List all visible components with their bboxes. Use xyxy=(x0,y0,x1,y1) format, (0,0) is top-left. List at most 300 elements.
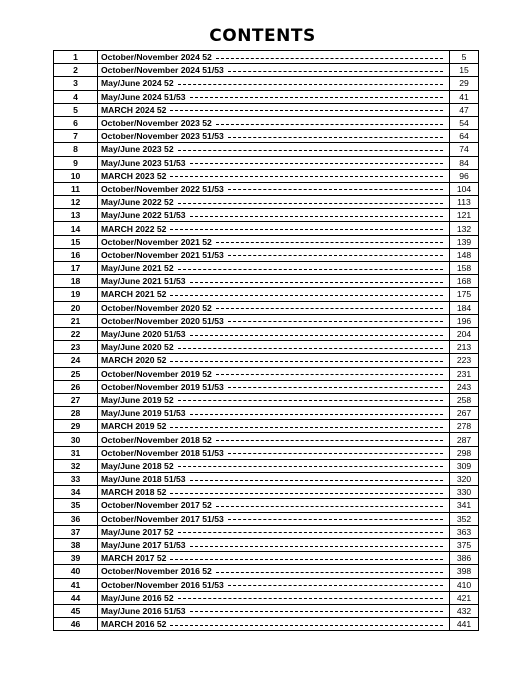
page-number: 386 xyxy=(450,552,479,565)
table-row[interactable] xyxy=(54,420,479,433)
row-number: 7 xyxy=(54,130,98,143)
entry-cell[interactable] xyxy=(98,446,450,459)
entry-content xyxy=(101,605,449,617)
table-row[interactable] xyxy=(54,196,479,209)
entry-title[interactable]: October/November 2018 51/53 xyxy=(101,447,224,458)
entry-title[interactable]: October/November 2017 51/53 xyxy=(101,513,224,524)
entry-title[interactable]: May/June 2022 51/53 xyxy=(101,210,186,221)
table-row[interactable] xyxy=(54,130,479,143)
entry-title[interactable]: October/November 2023 52 xyxy=(101,118,212,129)
entry-content xyxy=(101,117,449,129)
page-number: 231 xyxy=(450,367,479,380)
page-number: 84 xyxy=(450,156,479,169)
entry-cell[interactable] xyxy=(98,196,450,209)
entry-title[interactable]: May/June 2022 52 xyxy=(101,197,174,208)
dotted-leader xyxy=(228,387,443,388)
entry-title[interactable]: May/June 2021 52 xyxy=(101,263,174,274)
table-row[interactable] xyxy=(54,248,479,261)
entry-content xyxy=(101,183,449,195)
page-number: 196 xyxy=(450,314,479,327)
dotted-leader xyxy=(190,282,443,283)
dotted-leader xyxy=(178,598,443,599)
entry-cell[interactable] xyxy=(98,459,450,472)
entry-cell[interactable] xyxy=(98,235,450,248)
dotted-leader xyxy=(170,427,443,428)
entry-cell[interactable] xyxy=(98,90,450,103)
entry-cell[interactable] xyxy=(98,262,450,275)
page-number: 432 xyxy=(450,604,479,617)
entry-title[interactable]: May/June 2023 52 xyxy=(101,144,174,155)
page-number: 352 xyxy=(450,512,479,525)
entry-cell[interactable] xyxy=(98,156,450,169)
entry-cell[interactable] xyxy=(98,525,450,538)
table-row[interactable] xyxy=(54,538,479,551)
dotted-leader xyxy=(228,519,443,520)
entry-title[interactable]: October/November 2016 52 xyxy=(101,566,212,577)
row-number: 9 xyxy=(54,156,98,169)
entry-content xyxy=(101,302,449,314)
entry-title[interactable]: October/November 2018 52 xyxy=(101,434,212,445)
dotted-leader xyxy=(228,71,443,72)
entry-content xyxy=(101,394,449,406)
entry-cell[interactable] xyxy=(98,288,450,301)
page-number: 320 xyxy=(450,473,479,486)
entry-cell[interactable] xyxy=(98,604,450,617)
entry-title[interactable]: May/June 2018 52 xyxy=(101,460,174,471)
entry-cell[interactable] xyxy=(98,499,450,512)
dotted-leader xyxy=(216,374,443,375)
table-row[interactable] xyxy=(54,314,479,327)
row-number: 39 xyxy=(54,552,98,565)
table-row[interactable] xyxy=(54,565,479,578)
entry-content xyxy=(101,275,449,287)
entry-title[interactable]: October/November 2019 51/53 xyxy=(101,381,224,392)
page-number: 104 xyxy=(450,182,479,195)
table-row[interactable] xyxy=(54,327,479,340)
row-number: 17 xyxy=(54,262,98,275)
table-row[interactable] xyxy=(54,341,479,354)
page-number: 410 xyxy=(450,578,479,591)
entry-title[interactable]: May/June 2019 51/53 xyxy=(101,408,186,419)
entry-cell[interactable] xyxy=(98,433,450,446)
table-row[interactable] xyxy=(54,473,479,486)
entry-cell[interactable] xyxy=(98,301,450,314)
dotted-leader xyxy=(190,216,443,217)
table-row[interactable] xyxy=(54,486,479,499)
entry-content xyxy=(101,354,449,366)
dotted-leader xyxy=(178,269,443,270)
page-number: 398 xyxy=(450,565,479,578)
dotted-leader xyxy=(216,308,443,309)
entry-cell[interactable] xyxy=(98,618,450,631)
table-row[interactable] xyxy=(54,182,479,195)
entry-title[interactable]: October/November 2024 52 xyxy=(101,52,212,63)
row-number: 1 xyxy=(54,51,98,64)
table-row[interactable] xyxy=(54,262,479,275)
page-number: 158 xyxy=(450,262,479,275)
entry-title[interactable]: MARCH 2016 52 xyxy=(101,619,167,630)
entry-content xyxy=(101,407,449,419)
page-number: 168 xyxy=(450,275,479,288)
entry-title[interactable]: MARCH 2021 52 xyxy=(101,289,167,300)
entry-content xyxy=(101,539,449,551)
page-number: 5 xyxy=(450,51,479,64)
page-number: 375 xyxy=(450,538,479,551)
dotted-leader xyxy=(178,400,443,401)
row-number: 41 xyxy=(54,578,98,591)
entry-content xyxy=(101,341,449,353)
page-number: 267 xyxy=(450,407,479,420)
dotted-leader xyxy=(170,361,443,362)
entry-content xyxy=(101,143,449,155)
table-row[interactable] xyxy=(54,380,479,393)
row-number: 44 xyxy=(54,591,98,604)
table-row[interactable] xyxy=(54,578,479,591)
entry-content xyxy=(101,51,449,63)
entry-cell[interactable] xyxy=(98,51,450,64)
entry-content xyxy=(101,473,449,485)
contents-table-body xyxy=(54,51,479,631)
entry-title[interactable]: October/November 2021 52 xyxy=(101,236,212,247)
row-number: 4 xyxy=(54,90,98,103)
entry-content xyxy=(101,526,449,538)
entry-cell[interactable] xyxy=(98,209,450,222)
row-number: 34 xyxy=(54,486,98,499)
row-number: 20 xyxy=(54,301,98,314)
entry-content xyxy=(101,420,449,432)
row-number: 36 xyxy=(54,512,98,525)
entry-content xyxy=(101,328,449,340)
entry-cell[interactable] xyxy=(98,64,450,77)
row-number: 6 xyxy=(54,116,98,129)
page-number: 258 xyxy=(450,393,479,406)
dotted-leader xyxy=(228,585,443,586)
entry-content xyxy=(101,460,449,472)
table-row[interactable] xyxy=(54,169,479,182)
table-row[interactable] xyxy=(54,499,479,512)
row-number: 25 xyxy=(54,367,98,380)
table-row[interactable] xyxy=(54,288,479,301)
entry-cell[interactable] xyxy=(98,130,450,143)
row-number: 2 xyxy=(54,64,98,77)
entry-title[interactable]: May/June 2016 51/53 xyxy=(101,605,186,616)
contents-table xyxy=(53,50,479,631)
entry-cell[interactable] xyxy=(98,275,450,288)
table-row[interactable] xyxy=(54,77,479,90)
page-number: 243 xyxy=(450,380,479,393)
table-row[interactable] xyxy=(54,64,479,77)
row-number: 31 xyxy=(54,446,98,459)
table-row[interactable] xyxy=(54,591,479,604)
entry-title[interactable]: May/June 2020 52 xyxy=(101,342,174,353)
page-number: 309 xyxy=(450,459,479,472)
dotted-leader xyxy=(178,203,443,204)
entry-cell[interactable] xyxy=(98,327,450,340)
dotted-leader xyxy=(170,295,443,296)
entry-cell[interactable] xyxy=(98,354,450,367)
row-number: 35 xyxy=(54,499,98,512)
entry-title[interactable]: October/November 2021 51/53 xyxy=(101,249,224,260)
table-row[interactable] xyxy=(54,354,479,367)
dotted-leader xyxy=(178,532,443,533)
entry-cell[interactable] xyxy=(98,77,450,90)
dotted-leader xyxy=(190,163,443,164)
entry-cell[interactable] xyxy=(98,407,450,420)
row-number: 29 xyxy=(54,420,98,433)
row-number: 37 xyxy=(54,525,98,538)
row-number: 3 xyxy=(54,77,98,90)
entry-content xyxy=(101,196,449,208)
page-number: 113 xyxy=(450,196,479,209)
entry-cell[interactable] xyxy=(98,486,450,499)
entry-content xyxy=(101,170,449,182)
table-row[interactable] xyxy=(54,143,479,156)
entry-content xyxy=(101,288,449,300)
table-row[interactable] xyxy=(54,407,479,420)
table-row[interactable] xyxy=(54,459,479,472)
dotted-leader xyxy=(178,150,443,151)
row-number: 13 xyxy=(54,209,98,222)
dotted-leader xyxy=(228,453,443,454)
row-number: 11 xyxy=(54,182,98,195)
entry-content xyxy=(101,104,449,116)
table-row[interactable] xyxy=(54,103,479,116)
entry-content xyxy=(101,223,449,235)
row-number: 22 xyxy=(54,327,98,340)
entry-title[interactable]: MARCH 2017 52 xyxy=(101,553,167,564)
dotted-leader xyxy=(178,348,443,349)
entry-title[interactable]: May/June 2017 52 xyxy=(101,526,174,537)
page-number: 64 xyxy=(450,130,479,143)
entry-cell[interactable] xyxy=(98,222,450,235)
entry-title[interactable]: May/June 2020 51/53 xyxy=(101,329,186,340)
row-number: 38 xyxy=(54,538,98,551)
dotted-leader xyxy=(216,242,443,243)
entry-cell[interactable] xyxy=(98,169,450,182)
entry-content xyxy=(101,381,449,393)
entry-cell[interactable] xyxy=(98,143,450,156)
dotted-leader xyxy=(216,58,443,59)
entry-cell[interactable] xyxy=(98,578,450,591)
table-row[interactable] xyxy=(54,393,479,406)
page-number: 74 xyxy=(450,143,479,156)
entry-cell[interactable] xyxy=(98,591,450,604)
entry-title[interactable]: October/November 2019 52 xyxy=(101,368,212,379)
entry-content xyxy=(101,592,449,604)
page-number: 421 xyxy=(450,591,479,604)
page-number: 47 xyxy=(450,103,479,116)
entry-title[interactable]: October/November 2017 52 xyxy=(101,500,212,511)
dotted-leader xyxy=(190,546,443,547)
row-number: 14 xyxy=(54,222,98,235)
dotted-leader xyxy=(170,229,443,230)
table-row[interactable] xyxy=(54,604,479,617)
entry-title[interactable]: MARCH 2023 52 xyxy=(101,170,167,181)
row-number: 45 xyxy=(54,604,98,617)
entry-cell[interactable] xyxy=(98,552,450,565)
entry-title[interactable]: May/June 2023 51/53 xyxy=(101,157,186,168)
entry-title[interactable]: October/November 2024 51/53 xyxy=(101,65,224,76)
entry-title[interactable]: May/June 2019 52 xyxy=(101,394,174,405)
entry-title[interactable]: October/November 2016 51/53 xyxy=(101,579,224,590)
entry-title[interactable]: MARCH 2018 52 xyxy=(101,487,167,498)
entry-content xyxy=(101,618,449,630)
table-row[interactable] xyxy=(54,525,479,538)
page-number: 278 xyxy=(450,420,479,433)
row-number: 8 xyxy=(54,143,98,156)
row-number: 24 xyxy=(54,354,98,367)
row-number: 18 xyxy=(54,275,98,288)
entry-cell[interactable] xyxy=(98,367,450,380)
entry-cell[interactable] xyxy=(98,420,450,433)
entry-title[interactable]: MARCH 2019 52 xyxy=(101,421,167,432)
entry-cell[interactable] xyxy=(98,512,450,525)
entry-cell[interactable] xyxy=(98,341,450,354)
table-row[interactable] xyxy=(54,209,479,222)
page-number: 54 xyxy=(450,116,479,129)
entry-content xyxy=(101,249,449,261)
table-row[interactable] xyxy=(54,512,479,525)
entry-cell[interactable] xyxy=(98,116,450,129)
dotted-leader xyxy=(178,84,443,85)
entry-content xyxy=(101,513,449,525)
page-number: 29 xyxy=(450,77,479,90)
entry-title[interactable]: May/June 2017 51/53 xyxy=(101,540,186,551)
entry-title[interactable]: May/June 2016 52 xyxy=(101,592,174,603)
row-number: 27 xyxy=(54,393,98,406)
table-row[interactable] xyxy=(54,618,479,631)
dotted-leader xyxy=(228,255,443,256)
entry-content xyxy=(101,579,449,591)
page-number: 330 xyxy=(450,486,479,499)
page-number: 121 xyxy=(450,209,479,222)
table-row[interactable] xyxy=(54,51,479,64)
entry-title[interactable]: May/June 2021 51/53 xyxy=(101,276,186,287)
dotted-leader xyxy=(216,572,443,573)
page-number: 148 xyxy=(450,248,479,261)
entry-content xyxy=(101,447,449,459)
page-number: 223 xyxy=(450,354,479,367)
row-number: 10 xyxy=(54,169,98,182)
row-number: 40 xyxy=(54,565,98,578)
entry-title[interactable]: May/June 2024 52 xyxy=(101,78,174,89)
entry-title[interactable]: MARCH 2022 52 xyxy=(101,223,167,234)
entry-content xyxy=(101,236,449,248)
table-row[interactable] xyxy=(54,222,479,235)
row-number: 23 xyxy=(54,341,98,354)
dotted-leader xyxy=(178,466,443,467)
page-number: 204 xyxy=(450,327,479,340)
row-number: 19 xyxy=(54,288,98,301)
entry-title[interactable]: May/June 2018 51/53 xyxy=(101,474,186,485)
table-row[interactable] xyxy=(54,301,479,314)
entry-content xyxy=(101,565,449,577)
dotted-leader xyxy=(190,480,443,481)
page-number: 15 xyxy=(450,64,479,77)
entry-title[interactable]: October/November 2020 51/53 xyxy=(101,315,224,326)
page-number: 184 xyxy=(450,301,479,314)
dotted-leader xyxy=(170,493,443,494)
entry-content xyxy=(101,209,449,221)
row-number: 32 xyxy=(54,459,98,472)
entry-content xyxy=(101,552,449,564)
table-row[interactable] xyxy=(54,275,479,288)
entry-cell[interactable] xyxy=(98,393,450,406)
entry-cell[interactable] xyxy=(98,182,450,195)
row-number: 30 xyxy=(54,433,98,446)
table-row[interactable] xyxy=(54,235,479,248)
entry-title[interactable]: MARCH 2024 52 xyxy=(101,104,167,115)
dotted-leader xyxy=(190,97,443,98)
dotted-leader xyxy=(216,440,443,441)
table-row[interactable] xyxy=(54,433,479,446)
entry-cell[interactable] xyxy=(98,103,450,116)
table-row[interactable] xyxy=(54,552,479,565)
page-number: 132 xyxy=(450,222,479,235)
dotted-leader xyxy=(190,414,443,415)
page-number: 298 xyxy=(450,446,479,459)
entry-content xyxy=(101,64,449,76)
page-number: 41 xyxy=(450,90,479,103)
dotted-leader xyxy=(170,110,443,111)
entry-content xyxy=(101,315,449,327)
dotted-leader xyxy=(170,176,443,177)
dotted-leader xyxy=(216,506,443,507)
dotted-leader xyxy=(170,625,443,626)
entry-content xyxy=(101,262,449,274)
page-number: 441 xyxy=(450,618,479,631)
dotted-leader xyxy=(170,559,443,560)
table-row[interactable] xyxy=(54,367,479,380)
row-number: 46 xyxy=(54,618,98,631)
entry-cell[interactable] xyxy=(98,565,450,578)
entry-title[interactable]: May/June 2024 51/53 xyxy=(101,91,186,102)
entry-content xyxy=(101,157,449,169)
row-number: 15 xyxy=(54,235,98,248)
entry-cell[interactable] xyxy=(98,473,450,486)
row-number: 33 xyxy=(54,473,98,486)
page-number: 96 xyxy=(450,169,479,182)
page-number: 175 xyxy=(450,288,479,301)
table-row[interactable] xyxy=(54,90,479,103)
entry-cell[interactable] xyxy=(98,538,450,551)
entry-title[interactable]: October/November 2022 51/53 xyxy=(101,183,224,194)
row-number: 5 xyxy=(54,103,98,116)
entry-title[interactable]: October/November 2023 51/53 xyxy=(101,131,224,142)
row-number: 26 xyxy=(54,380,98,393)
entry-content xyxy=(101,91,449,103)
entry-title[interactable]: October/November 2020 52 xyxy=(101,302,212,313)
dotted-leader xyxy=(228,137,443,138)
table-row[interactable] xyxy=(54,116,479,129)
entry-content xyxy=(101,77,449,89)
page-title: CONTENTS xyxy=(209,26,316,46)
page-number: 139 xyxy=(450,235,479,248)
entry-title[interactable]: MARCH 2020 52 xyxy=(101,355,167,366)
row-number: 12 xyxy=(54,196,98,209)
row-number: 28 xyxy=(54,407,98,420)
page-number: 341 xyxy=(450,499,479,512)
dotted-leader xyxy=(190,335,443,336)
table-row[interactable] xyxy=(54,446,479,459)
entry-cell[interactable] xyxy=(98,314,450,327)
table-row[interactable] xyxy=(54,156,479,169)
entry-content xyxy=(101,130,449,142)
entry-content xyxy=(101,486,449,498)
entry-cell[interactable] xyxy=(98,248,450,261)
row-number: 16 xyxy=(54,248,98,261)
entry-cell[interactable] xyxy=(98,380,450,393)
